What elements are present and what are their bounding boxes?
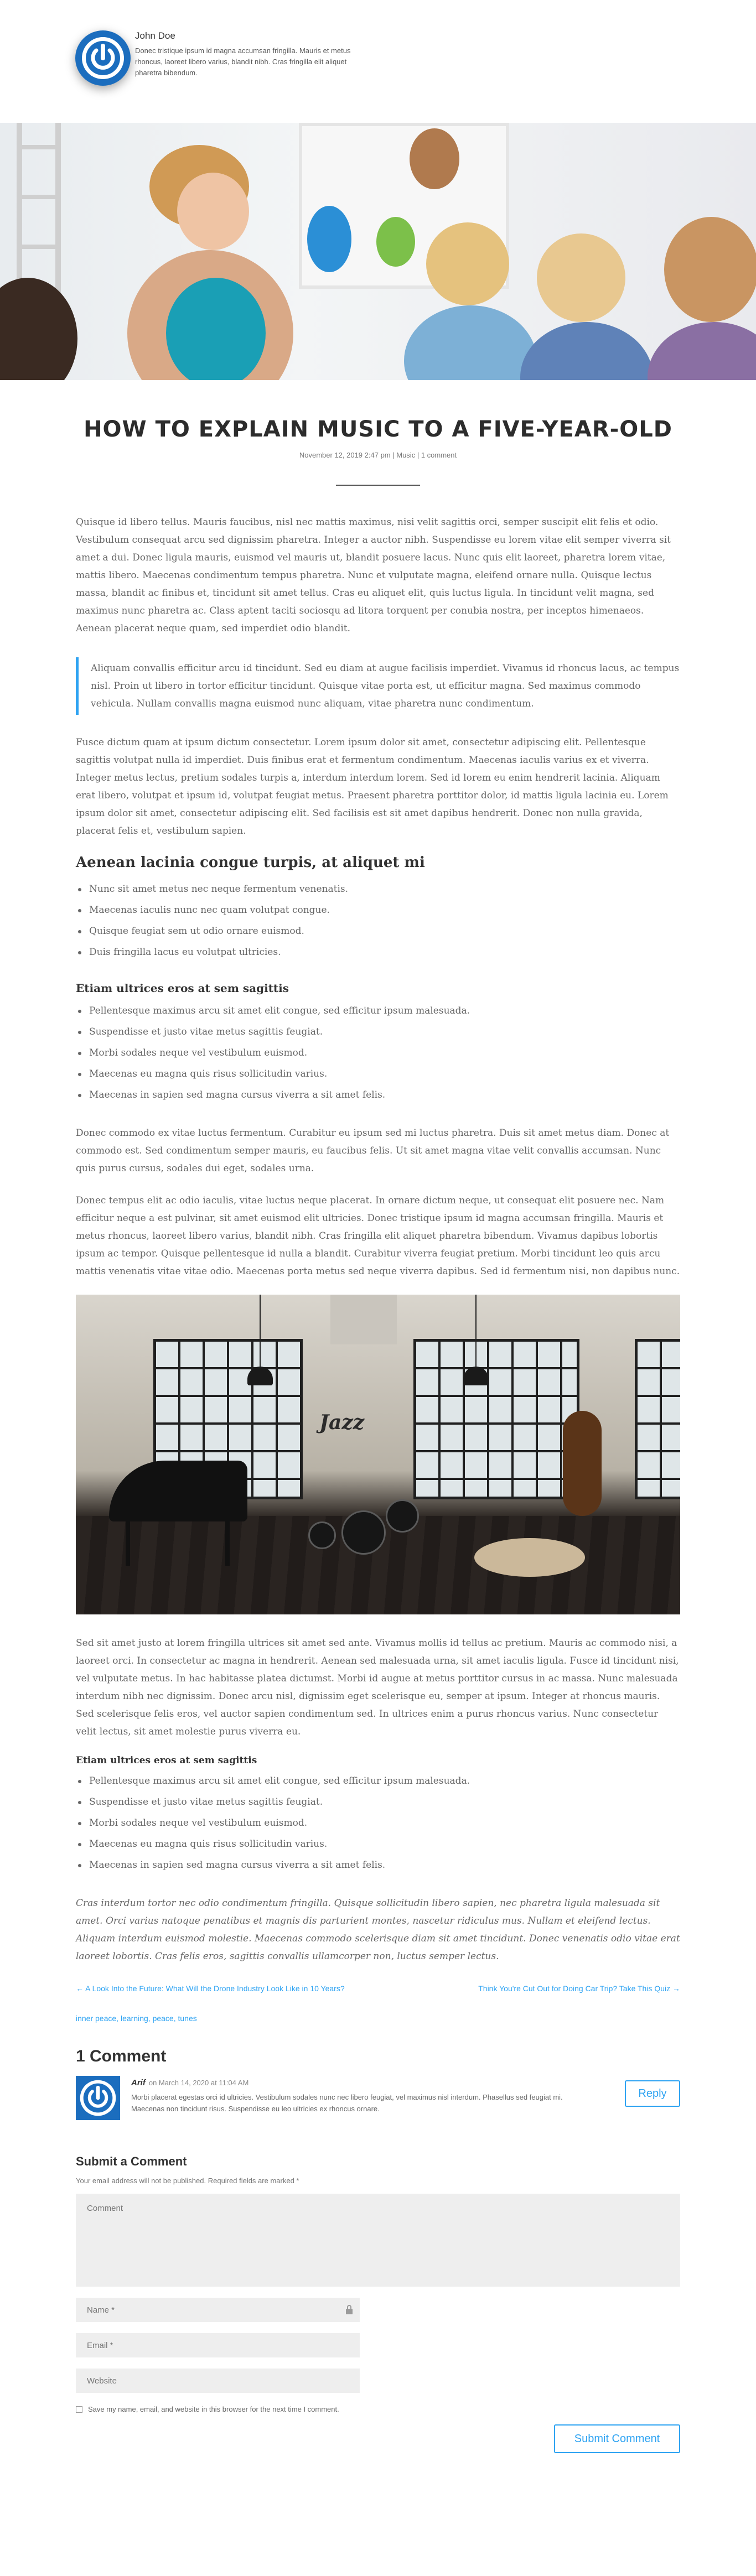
author-bio: Donec tristique ipsum id magna accumsan fringilla. Mauris et metus rhoncus, laoreet libero varius, blandit nibh. Cras fringilla elit aliquet pharetra bibendum. [135,46,351,77]
italic-paragraph: Cras interdum tortor nec odio condimentum fringilla. Quisque sollicitudin libero sapien, nec pharetra ligula malesuada sit amet. Orci varius natoque penatibus et magnis dis parturient montes, nascetur ridiculus mus. Nullam et eleifend lectus. Aliquam interdum euismod molestie. Maecenas commodo scelerisque diam sit amet tincidunt. Donec venenatis odio vitae erat laoreet lobortis. Cras felis eros, sagittis convallis ullamcorper non, luctus semper lectus. [76,1898,680,1962]
drum [341,1510,386,1555]
hero-child-3 [664,217,756,322]
title-divider [336,485,420,486]
post-tags [76,2014,680,2023]
hero-child-1 [426,222,509,305]
pouf [474,1538,585,1577]
paragraph: Donec tempus elit ac odio iaculis, vitae luctus neque placerat. In ornare dictum neque, ut consequat elit posuere nec. Nam efficitur neque a est pulvinar, sit amet euismod elit ultricies. Donec tristique ipsum id magna accumsan fringilla. Mauris et metus rhoncus, laoreet libero varius, blandit nibh. Cras fringilla elit aliquet pharetra bibendum. Vivamus dapibus lobortis ipsum ac tempor. Quisque pellentesque id nulla a blandit. Curabitur viverra feugiat pretium. Morbi tincidunt leo quis arcu mattis venenatis vitae vitae odio. Maecenas porta metus sed neque viverra dapibus. Sed id fermentum nisi, non dapibus nunc. [76,1195,680,1277]
drum [308,1521,336,1549]
grand-piano [109,1461,247,1521]
window-right [635,1339,680,1499]
comment-text: Morbi placerat egestas orci id ultricies. Vestibulum sodales nunc nec libero feugiat, vel maximus nisl interdum. Phasellus sed feugiat mi. Maecenas non tincidunt risus. Suspendisse eu leo ultricies ex rhoncus ornare. [131,2093,563,2113]
blockquote-text: Aliquam convallis efficitur arcu id tincidunt. Sed eu diam at augue facilisis imperdiet. Vivamus id rhoncus lacus, ac tempus nisl. Proin ut libero in tortor efficitur tincidunt. Quisque vitae porta est, ut efficitur magna. Sed maximus commodo vehicula. Nullam convallis magna euismod nunc aliquam, vitae pharetra nunc condimentum. [91,663,680,709]
tag-link[interactable]: learning [120,2014,148,2023]
comment-date: on March 14, 2020 at 11:04 AM [148,2079,249,2087]
autofill-key-icon[interactable] [345,2305,353,2315]
paragraph: Fusce dictum quam at ipsum dictum consectetur. Lorem ipsum dolor sit amet, consectetur adipiscing elit. Pellentesque sagittis volutpat nulla id imperdiet. Duis finibus erat et fermentum condimentum. Maecenas iaculis varius ex et viverra. Integer metus lectus, pretium sodales turpis a, interdum interdum lorem. Sed id lorem eu enim hendrerit lacinia. Aliquam erat libero, volutpat et ipsum id, volutpat feugiat metus. Praesent pharetra porttitor dolor, id mattis ligula lacinia eu. Lorem ipsum dolor sit amet, consectetur adipiscing elit. Sed facilisis est sit amet dapibus hendrerit. Donec non nulla gravida, placerat felis et, vestibulum sapien. [76,737,669,837]
tag-separator: , [148,2014,153,2023]
power-icon [81,36,125,80]
post-date: November 12, 2019 2:47 pm [299,451,391,459]
tag-separator: , [116,2014,121,2023]
list-item: Nunc sit amet metus nec neque fermentum venenatis. [76,879,680,900]
post-meta [76,451,680,459]
list-item: Pellentesque maximus arcu sit amet elit congue, sed efficitur ipsum malesuada. [76,1770,680,1791]
list-item: Maecenas eu magna quis risus sollicitudin varius. [76,1834,680,1855]
list-item: Maecenas in sapien sed magna cursus viverra a sit amet felis. [76,1855,680,1876]
paragraph: Donec commodo ex vitae luctus fermentum. Curabitur eu ipsum sed mi luctus pharetra. Duis sit amet metus diam. Donec at commodo est. Sed condimentum semper mauris, eu faucibus felis. Ut sit amet magna vitae velit convallis accumsan. Nunc quis purus cursus, sodales dui eget, sodales urna. [76,1128,670,1174]
hero-image [0,123,756,380]
hero-child-3-shirt [648,322,756,380]
paragraph: Quisque id libero tellus. Mauris faucibus, nisl nec mattis maximus, nisi velit sagittis orci, semper suscipit elit felis et odio. Vestibulum consequat arcu sed dignissim pharetra. Integer a auctor nibh. Suspendisse eu lorem vitae elit semper viverra sit amet a dui. Donec ligula mauris, euismod vel mauris ut, blandit posuere lacus. Nunc quis elit laoreet, pharetra lorem vitae, mattis libero. Maecenas condimentum tempus pharetra. Nunc et vulputate magna, eleifend ornare nulla. Quisque lectus massa, blandit ac finibus et, tincidunt sit amet tellus. Cras eu aliquet elit, quis luctus ligula. In tincidunt velit magna, sed maximus nunc pharetra ac. Class aptent taciti sociosqu ad litora torquent per conubia nostra, per inceptos himenaeos. Aenean placerat neque quam, sed imperdiet odio blandit. [76,517,671,634]
article [76,417,680,2486]
author-avatar [75,30,131,86]
list-item: Morbi sodales neque vel vestibulum euismod. [76,1042,680,1063]
hero-teacher-face [177,173,249,250]
name-input[interactable] [76,2298,360,2322]
post-category-link[interactable]: Music [396,451,416,459]
author-box [0,0,756,123]
author-name[interactable]: John Doe [135,30,175,41]
comment-avatar [76,2076,120,2120]
window-center [413,1339,579,1499]
ceiling-beam [330,1295,397,1344]
list-item: Quisque feugiat sem ut odio ornare euismod. [76,921,680,942]
minor-heading: Etiam ultrices eros at sem sagittis [76,1755,257,1766]
cookie-checkbox[interactable] [76,2406,82,2413]
hero-teddy-bear [410,128,459,189]
list-item: Suspendisse et justo vitae metus sagittis feugiat. [76,1791,680,1812]
list-item: Maecenas eu magna quis risus sollicitudin varius. [76,1063,680,1084]
post-title: HOW TO EXPLAIN MUSIC TO A FIVE-YEAR-OLD [84,417,672,442]
comment-author[interactable] [131,2078,248,2087]
section-heading: Aenean lacinia congue turpis, at aliquet mi [76,854,425,871]
tag-link[interactable]: inner peace [76,2014,117,2023]
comments-title: 1 Comment [76,2047,167,2065]
jazz-room-image [76,1295,680,1614]
respond-note: Your email address will not be published. Required fields are marked * [76,2177,299,2185]
respond-title: Submit a Comment [76,2154,187,2168]
post-navigation [76,1984,680,1993]
drum [386,1499,419,1533]
blockquote [76,657,680,715]
post-content [76,513,680,1965]
cookie-consent-label: Save my name, email, and website in this browser for the next time I comment. [88,2405,339,2413]
hero-child-1-shirt [404,305,537,380]
hero-teal-top [166,278,266,380]
list-item: Morbi sodales neque vel vestibulum euismod. [76,1812,680,1834]
comment-form [76,2154,680,2486]
hero-child-2-shirt [520,322,653,380]
cookie-consent[interactable] [76,2405,680,2413]
list-item: Duis fringilla lacus eu volutpat ultricies. [76,942,680,963]
reply-button[interactable]: Reply [625,2080,680,2107]
power-icon [79,2079,117,2117]
subsection-heading: Etiam ultrices eros at sem sagittis [76,981,289,995]
meta-separator: | [390,451,397,459]
list-item: Maecenas in sapien sed magna cursus viverra a sit amet felis. [76,1084,680,1105]
jazz-wall-sign: Jazz [319,1411,365,1434]
bullet-list [76,1770,680,1876]
tag-link[interactable]: peace [152,2014,174,2023]
tag-link[interactable]: tunes [178,2014,197,2023]
name-field-wrap [76,2298,360,2322]
comments-section [76,2047,680,2126]
meta-separator: | [415,451,421,459]
list-item: Pellentesque maximus arcu sit amet elit congue, sed efficitur ipsum malesuada. [76,1000,680,1021]
comment-textarea[interactable] [76,2194,680,2287]
previous-post-link[interactable]: ← A Look Into the Future: What Will the Drone Industry Look Like in 10 Years? [76,1984,345,1993]
double-bass [563,1411,602,1516]
comment [76,2076,680,2126]
email-input[interactable] [76,2333,360,2357]
hero-child-left [0,278,77,380]
submit-row [76,2424,680,2486]
submit-comment-button[interactable]: Submit Comment [554,2424,680,2453]
next-post-link[interactable]: Think You're Cut Out for Doing Car Trip? Take This Quiz → [478,1984,680,1993]
website-input[interactable] [76,2369,360,2393]
list-item: Maecenas iaculis nunc nec quam volutpat congue. [76,900,680,921]
bullet-list [76,1000,680,1105]
post-comments-link[interactable]: 1 comment [421,451,457,459]
comment-author-name[interactable]: Arif [131,2078,146,2087]
list-item: Suspendisse et justo vitae metus sagittis feugiat. [76,1021,680,1042]
hero-green-toy [376,217,415,267]
hero-blue-toy [307,206,351,272]
paragraph: Sed sit amet justo at lorem fringilla ultrices sit amet sed ante. Vivamus mollis id tellus ac pretium. Mauris ac commodo nisi, a laoreet orci. In consectetur ac magna in hendrerit. Aenean sed malesuada urna, sit amet iaculis ligula. Fusce id tincidunt nisi, vel vulputate metus. In hac habitasse platea dictumst. Morbi id augue at metus porttitor cursus in ac massa. Nunc malesuada interdum nibh nec dignissim. Donec arcu nisl, dignissim eget scelerisque eu, semper at ipsum. Integer at rhoncus mauris. Sed scelerisque felis eros, vel auctor sapien condimentum sed. In ultrices enim a purus rhoncus varius. Nunc consectetur velit lectus, sit amet molestie purus viverra eu. [76,1638,679,1737]
bullet-list [76,879,680,963]
hero-child-2 [537,233,625,322]
tag-separator: , [173,2014,178,2023]
